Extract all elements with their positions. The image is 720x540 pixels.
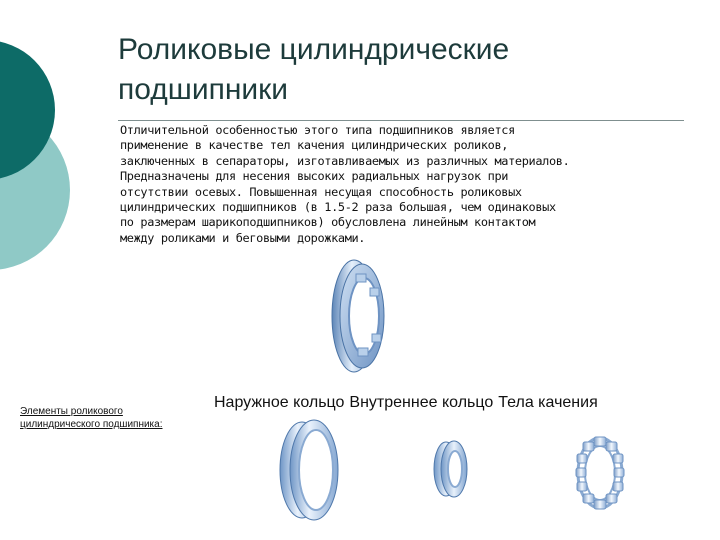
rolling-elements-label: Тела качения (498, 394, 598, 411)
caption-line-2: цилиндрического подшипника: (20, 419, 163, 430)
bearing-illustration (322, 256, 392, 376)
parts-labels (214, 394, 598, 412)
outer-ring-illustration (272, 416, 342, 524)
title-divider (118, 120, 684, 121)
description-paragraph: Отличительной особенностью этого типа подшипников является применение в качестве тел качения цилиндрических роликов, заключенных в сепараторы, изготавливаемых из различных материалов. Предназначены для несения высоких радиальных нагрузок при отсутствии осевых. Повышенная несущая способность роликовых цилиндрических подшипников (в 1.5-2 раза большая, чем одинаковых по размерам шарикоподшипников) обусловлена линейным контактом между роликами и беговыми дорожками. (120, 123, 570, 245)
inner-ring-label: Внутреннее кольцо (349, 394, 494, 411)
caption-line-1: Элементы роликового (20, 406, 123, 417)
inner-ring-illustration (430, 438, 472, 500)
roller-cage-illustration (574, 434, 626, 512)
slide-title (118, 30, 678, 110)
title-line-2: подшипники (118, 73, 289, 106)
decorative-circles (0, 0, 120, 300)
outer-ring-label: Наружное кольцо (214, 394, 345, 411)
parts-caption (20, 405, 210, 431)
title-line-1: Роликовые цилиндрические (118, 33, 510, 66)
